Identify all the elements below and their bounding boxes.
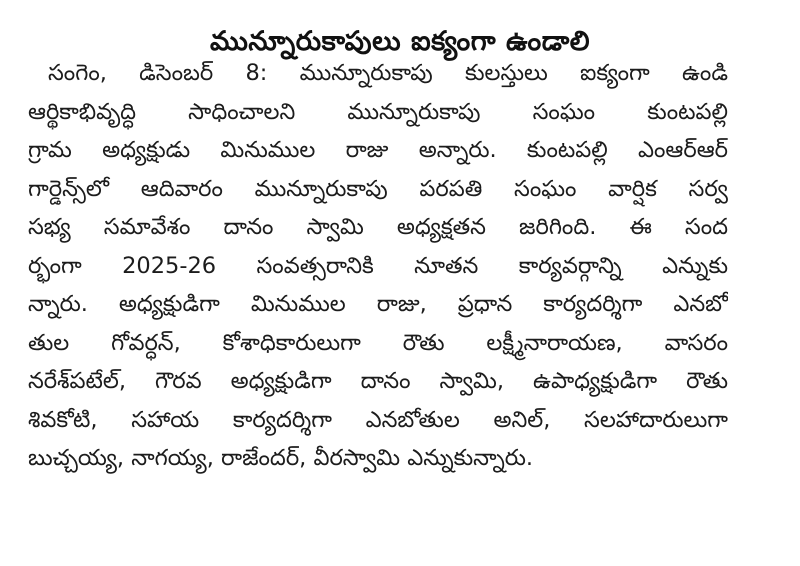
article-line: శివకోటి, సహాయ కార్యదర్శిగా ఎనబోతుల అనిల్, సలహాదారులుగా xyxy=(28,406,728,433)
article-line: తుల గోవర్ధన్, కోశాధికారులుగా రౌతు లక్ష్మీనారాయణ, వాసరం xyxy=(28,329,728,356)
article-line: బుచ్చయ్య, నాగయ్య, రాజేందర్, వీరస్వామి ఎన్నుకున్నారు. xyxy=(28,445,534,471)
article-line: ఆర్థికాభివృద్ధి సాధించాలని మున్నూరుకాపు సంఘం కుంటపల్లి xyxy=(28,98,728,125)
article-line: గ్రామ అధ్యక్షుడు మినుముల రాజు అన్నారు. కుంటపల్లి ఎంఆర్ఆర్ xyxy=(28,137,728,163)
article-line: గార్డెన్స్‌లో ఆదివారం మున్నూరుకాపు పరపతి సంఘం వార్షిక సర్వ xyxy=(28,175,728,202)
article-line: సంగెం, డిసెంబర్ 8: మున్నూరుకాపు కులస్తులు ఐక్యంగా ఉండి xyxy=(48,60,728,86)
article-headline: మున్నూరుకాపులు ఐక్యంగా ఉండాలి xyxy=(209,26,591,58)
article-line: సభ్య సమావేశం దానం స్వామి అధ్యక్షతన జరిగింది. ఈ సంద xyxy=(28,214,728,240)
article-body xyxy=(28,54,728,478)
article-line: నరేశ్‌పటేల్, గౌరవ అధ్యక్షుడిగా దానం స్వామి, ఉపాధ్యక్షుడిగా రౌతు xyxy=(28,368,728,394)
article-line: ర్భంగా 2025-26 సంవత్సరానికి నూతన కార్యవర్గాన్ని ఎన్నుకు xyxy=(28,252,728,279)
article-line: న్నారు. అధ్యక్షుడిగా మినుముల రాజు, ప్రధాన కార్యదర్శిగా ఎనబో xyxy=(28,291,728,317)
